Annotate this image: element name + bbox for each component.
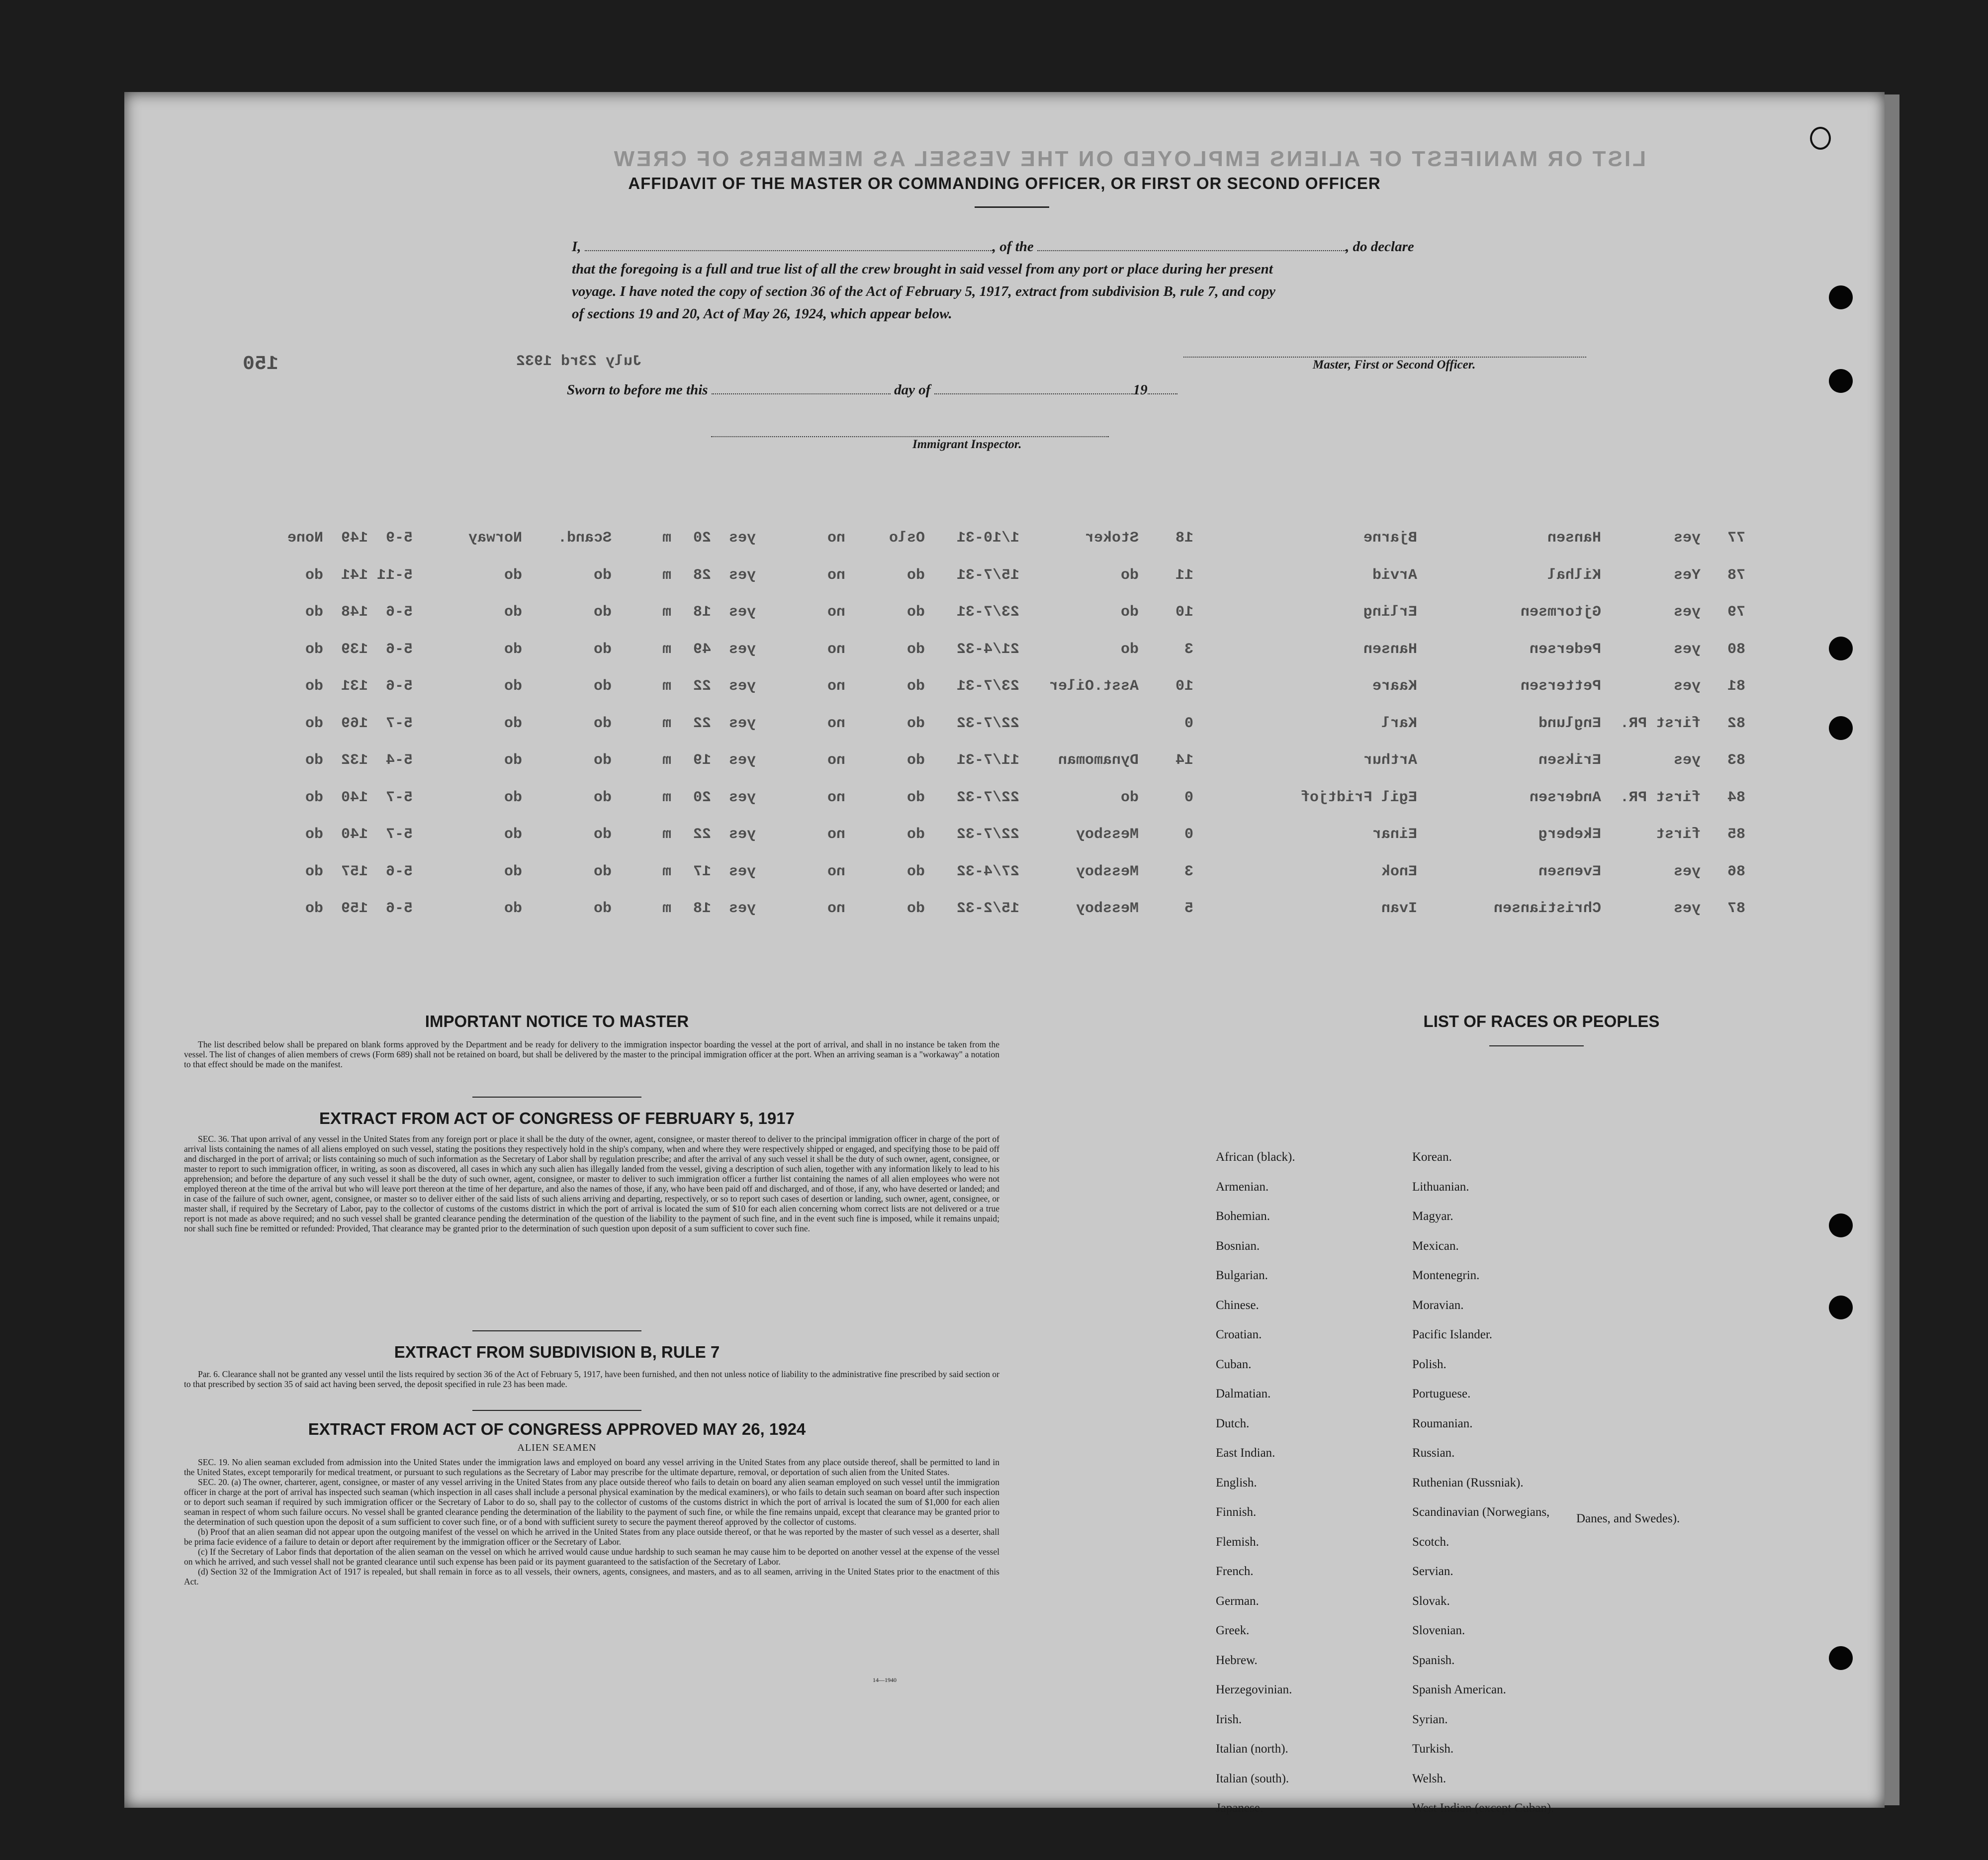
bleed-cell-race: do <box>593 566 612 584</box>
bleed-cell-date: 23/7-31 <box>956 604 1019 621</box>
rule7-paragraph: Par. 6. Clearance shall not be granted any vessel until the lists required by section 36 of the Act of February 5, 1917, have been furnished, and then not unless notice of liability to the administrative fine prescribed by said section or to that prescribed by section 35 of said act having been served, the deposit specified in rule 23 has been made. <box>184 1369 999 1389</box>
bleed-cell-race: Scand. <box>557 530 612 547</box>
bleed-cell-years: 10 <box>1175 604 1193 621</box>
inspector-signature-blank[interactable] <box>711 435 1109 437</box>
bleed-cell-age: 17 <box>693 863 711 880</box>
bleed-cell-sex: m <box>662 530 671 547</box>
bleed-cell-a: first <box>1655 826 1701 843</box>
sworn-label: Sworn to before me this <box>567 382 708 398</box>
race-scandinavian-cont: Danes, and Swedes). <box>1576 1512 1680 1525</box>
bleed-cell-marks: do <box>305 678 323 695</box>
bleed-cell-nat: do <box>504 826 522 843</box>
bleed-cell-num: 82 <box>1727 715 1745 732</box>
bleed-cell-sex: m <box>662 752 671 769</box>
bleed-cell-age: 20 <box>693 789 711 806</box>
bleed-cell-age: 20 <box>693 530 711 547</box>
bleed-cell-c: yes <box>728 678 756 695</box>
bleed-cell-nat: do <box>504 566 522 584</box>
sworn-year-blank[interactable] <box>1148 383 1177 394</box>
bleed-cell-pos: do <box>1120 789 1139 806</box>
bleed-cell-c: yes <box>728 863 756 880</box>
bleed-cell-date: 1/10-31 <box>956 530 1019 547</box>
bleed-cell-h: 5-6 <box>385 678 413 695</box>
bleed-cell-num: 80 <box>1727 641 1745 658</box>
bleed-cell-marks: None <box>287 530 323 547</box>
bleed-cell-w: 159 <box>341 900 368 917</box>
bleed-cell-h: 5-11 <box>376 566 413 584</box>
bleed-cell-pos: Messboy <box>1076 900 1139 917</box>
binding-hole <box>1829 369 1853 393</box>
bleed-cell-b: no <box>827 530 845 547</box>
bleed-cell-date: 15/7-31 <box>956 566 1019 584</box>
race-item: Montenegrin. <box>1412 1269 1480 1282</box>
bleed-cell-port: do <box>906 863 925 880</box>
binding-hole <box>1829 1213 1853 1237</box>
bleed-cell-surname: Pettersen <box>1520 678 1601 695</box>
race-item: Hebrew. <box>1216 1653 1258 1667</box>
race-item: Portuguese. <box>1412 1387 1471 1400</box>
race-item: French. <box>1216 1565 1254 1578</box>
bleed-cell-a: yes <box>1673 641 1701 658</box>
bleed-cell-num: 79 <box>1727 604 1745 621</box>
binding-hole <box>1829 637 1853 660</box>
affidavit-line-4: of sections 19 and 20, Act of May 26, 1924, which appear below. <box>572 306 952 322</box>
rule7-text <box>184 1369 999 1389</box>
bleed-cell-surname: Englund <box>1538 715 1601 732</box>
bleed-cell-b: no <box>827 900 845 917</box>
race-item: Syrian. <box>1412 1712 1448 1726</box>
bleed-cell-sex: m <box>662 900 671 917</box>
race-item: Slovenian. <box>1412 1624 1465 1637</box>
bleed-cell-w: 157 <box>341 863 368 880</box>
bleed-cell-b: no <box>827 752 845 769</box>
divider <box>472 1330 641 1331</box>
form-number: 14—1940 <box>873 1676 897 1683</box>
bleed-cell-age: 18 <box>693 604 711 621</box>
race-item: Scandinavian (Norwegians, <box>1412 1505 1550 1519</box>
bleed-cell-port: do <box>906 752 925 769</box>
bleed-cell-a: yes <box>1673 752 1701 769</box>
bleed-cell-nat: do <box>504 863 522 880</box>
race-item: Spanish. <box>1412 1653 1455 1667</box>
bleed-cell-port: do <box>906 678 925 695</box>
race-item: Russian. <box>1412 1446 1455 1460</box>
bleed-cell-given: Karl <box>1381 715 1417 732</box>
race-item: Mexican. <box>1412 1239 1459 1253</box>
bleed-cell-c: yes <box>728 530 756 547</box>
bleed-cell-w: 132 <box>341 752 368 769</box>
notice-title: IMPORTANT NOTICE TO MASTER <box>425 1012 689 1030</box>
act1917-paragraph: SEC. 36. That upon arrival of any vessel in the United States from any foreign port or place it shall be the duty of the owner, agent, consignee, or master thereof to deliver to the principal immigration officer in charge of the port of arrival lists containing the names of all aliens employed on such vessel, stating the positions they respectively hold in the ship's company, when and where they were respectively shipped or engaged, and specifying those to be paid off and discharged in the port of arrival; or lists containing so much of such information as the Secretary of Labor shall by regulation prescribe; and after the arrival of any such vessel it shall be the duty of such owner, agent, consignee, or master to report to such immigration officer, in writing, as soon as discovered, all cases in which any such alien has illegally landed from the vessel, giving a description of such alien, together with any information likely to lead to his apprehension; and before the departure of any such vessel it shall be the duty of such owner, agent, consignee, or master to deliver to such immigration officer a further list containing the names of all alien employees who were not employed thereon at the time of the arrival but who will leave port thereon at the time of her departure, and also the names of those, if any, who have been paid off and discharged, and of those, if any, who have deserted or landed; and in case of the failure of such owner, agent, consignee, or master so to deliver either of the said lists of such aliens arriving and departing, respectively, or so to report such cases of desertion or landing, such owner, agent, consignee, or master shall, if required by the Secretary of Labor, pay to the collector of customs of the customs district in which the port of arrival is located the sum of $10 for each alien concerning whom correct lists are not delivered or a true report is not made as above required; and no such vessel shall be granted clearance pending the determination of the question of the liability to the payment of such fine, and in the event such fine is imposed, while it remains unpaid; nor shall such fine be remitted or refunded: Provided, That clearance may be granted prior to the determination of such question upon deposit of a sum sufficient to cover such fine. <box>184 1134 999 1233</box>
race-item: Cuban. <box>1216 1357 1252 1371</box>
bleed-margin-number: 150 <box>242 353 278 375</box>
bleed-cell-pos: do <box>1120 604 1139 621</box>
bleed-cell-pos: Stoker <box>1084 530 1139 547</box>
bleed-cell-race: do <box>593 826 612 843</box>
bleed-cell-a: first PR. <box>1620 789 1701 806</box>
race-item: Servian. <box>1412 1565 1453 1578</box>
bleed-cell-h: 5-7 <box>385 789 413 806</box>
bleed-cell-port: do <box>906 715 925 732</box>
sworn-line <box>567 382 1177 398</box>
bleed-cell-years: 3 <box>1184 863 1193 880</box>
bleed-cell-sex: m <box>662 826 671 843</box>
race-item: Herzegovinian. <box>1216 1683 1292 1696</box>
bleed-cell-nat: do <box>504 715 522 732</box>
corner-ring <box>1810 127 1831 150</box>
bleed-cell-b: no <box>827 826 845 843</box>
act1924-text <box>184 1457 999 1586</box>
bleed-cell-given: Arvid <box>1372 566 1417 584</box>
race-item: Irish. <box>1216 1712 1242 1726</box>
bleed-cell-marks: do <box>305 826 323 843</box>
bleed-cell-pos: Messboy <box>1076 863 1139 880</box>
sec20a-paragraph: SEC. 20. (a) The owner, charterer, agent, consignee, or master of any vessel arriving in the United States from any place outside thereof who fails to detain on board any alien seaman employed on such vessel until the immigration officer in charge at the port of arrival has inspected such seaman (which inspection in all cases shall include a personal physical examination by the medical examiners), or who fails to detain such seaman on board after such inspection or to deport such seaman if required by such immigration officer or the Secretary of Labor to do so, shall pay to the collector of customs of the customs district in which the port of arrival is located the sum of $1,000 for each alien seaman in respect of whom such failure occurs. No vessel shall be granted clearance pending the determination of the liability to the payment of such fine, or while the fine remains unpaid, except that clearance may be granted prior to the determination of such question upon the deposit of a sum sufficient to cover such fine, or of a bond with sufficient surety to secure the payment thereof approved by the collector of customs. <box>184 1477 999 1527</box>
bleed-cell-race: do <box>593 604 612 621</box>
act1924-subtitle: ALIEN SEAMEN <box>517 1442 597 1453</box>
race-item: Scotch. <box>1412 1535 1449 1549</box>
bleed-cell-given: Enok <box>1381 863 1417 880</box>
bleed-cell-nat: Norway <box>468 530 522 547</box>
bleed-cell-pos: Dynamoman <box>1058 752 1139 769</box>
race-item: Slovak. <box>1412 1594 1450 1608</box>
race-item: Bosnian. <box>1216 1239 1260 1253</box>
bleed-cell-marks: do <box>305 715 323 732</box>
bleed-cell-surname: Andersen <box>1529 789 1601 806</box>
bleed-cell-num: 81 <box>1727 678 1745 695</box>
race-item: Finnish. <box>1216 1505 1257 1519</box>
bleed-cell-age: 49 <box>693 641 711 658</box>
bleed-cell-num: 86 <box>1727 863 1745 880</box>
affidavit-declare: , do declare <box>1346 239 1414 255</box>
bleed-cell-surname: Kilhal <box>1547 566 1601 584</box>
bleed-cell-nat: do <box>504 900 522 917</box>
bleed-cell-race: do <box>593 641 612 658</box>
bleed-cell-w: 148 <box>341 604 368 621</box>
race-item: Lithuanian. <box>1412 1180 1469 1194</box>
bleed-cell-age: 22 <box>693 715 711 732</box>
race-item: German. <box>1216 1594 1259 1608</box>
sworn-month-blank[interactable] <box>934 383 1133 394</box>
divider <box>472 1097 641 1098</box>
bleed-cell-given: Bjarne <box>1363 530 1417 547</box>
bleed-cell-a: first PR. <box>1620 715 1701 732</box>
bleed-cell-h: 5-7 <box>385 826 413 843</box>
bleed-cell-h: 5-6 <box>385 863 413 880</box>
race-item: Flemish. <box>1216 1535 1259 1549</box>
bleed-cell-c: yes <box>728 752 756 769</box>
binding-hole <box>1829 285 1853 309</box>
bleed-cell-c: yes <box>728 566 756 584</box>
bleed-cell-marks: do <box>305 566 323 584</box>
bleed-cell-c: yes <box>728 789 756 806</box>
race-item: Bulgarian. <box>1216 1269 1268 1282</box>
race-item: Roumanian. <box>1412 1416 1473 1430</box>
bleed-cell-port: Oslo <box>889 530 925 547</box>
title-rule <box>975 206 1049 208</box>
bleed-cell-date: 23/7-31 <box>956 678 1019 695</box>
bleed-cell-num: 87 <box>1727 900 1745 917</box>
bleed-cell-race: do <box>593 715 612 732</box>
binding-hole <box>1829 1296 1853 1319</box>
bleed-date-fragment: July 23rd 1932 <box>516 353 641 370</box>
act1924-title: EXTRACT FROM ACT OF CONGRESS APPROVED MAY 26, 1924 <box>308 1420 806 1438</box>
bleed-cell-surname: Ekeberg <box>1538 826 1601 843</box>
bleed-cell-date: 11/7-31 <box>956 752 1019 769</box>
race-item: Dutch. <box>1216 1416 1250 1430</box>
bleed-cell-num: 83 <box>1727 752 1745 769</box>
bleed-cell-a: yes <box>1673 900 1701 917</box>
bleed-cell-years: 0 <box>1184 789 1193 806</box>
race-item: Ruthenian (Russniak). <box>1412 1476 1524 1489</box>
bleed-cell-sex: m <box>662 604 671 621</box>
sec20d-paragraph: (d) Section 32 of the Immigration Act of 1917 is repealed, but shall remain in force as to all vessels, their owners, agents, consignees, and masters, and as to all seamen, arriving in the United States prior to the enactment of this Act. <box>184 1567 999 1586</box>
bleed-cell-sex: m <box>662 678 671 695</box>
bleed-cell-pos: do <box>1120 566 1139 584</box>
bleed-cell-a: yes <box>1673 863 1701 880</box>
bleed-cell-given: Arthur <box>1363 752 1417 769</box>
bleed-cell-port: do <box>906 789 925 806</box>
bleed-cell-date: 15/2-32 <box>956 900 1019 917</box>
rule7-title: EXTRACT FROM SUBDIVISION B, RULE 7 <box>394 1343 720 1361</box>
bleed-cell-marks: do <box>305 863 323 880</box>
year-prefix: 19 <box>1133 382 1148 398</box>
bleed-cell-h: 5-6 <box>385 900 413 917</box>
race-item: Dalmatian. <box>1216 1387 1271 1400</box>
bleed-cell-h: 5-6 <box>385 604 413 621</box>
affidavit-line-2: that the foregoing is a full and true list of all the crew brought in said vessel from any port or place during her present <box>572 261 1273 277</box>
bleed-cell-a: yes <box>1673 530 1701 547</box>
race-item: Korean. <box>1412 1150 1452 1164</box>
bleed-cell-h: 5-6 <box>385 641 413 658</box>
bleed-cell-years: 11 <box>1175 566 1193 584</box>
bleed-cell-port: do <box>906 566 925 584</box>
bleed-cell-b: no <box>827 789 845 806</box>
bleed-cell-date: 22/7-32 <box>956 826 1019 843</box>
bleed-cell-sex: m <box>662 789 671 806</box>
race-item: English. <box>1216 1476 1257 1489</box>
sec20c-paragraph: (c) If the Secretary of Labor finds that deportation of the alien seaman on the vessel on which he arrived would cause undue hardship to such seaman he may cause him to be deported on another vessel at the expense of the vessel on which he arrived, and such vessel shall not be granted clearance until such expense has been paid or its payment guaranteed to the satisfaction of the Secretary of Labor. <box>184 1547 999 1567</box>
race-item: East Indian. <box>1216 1446 1275 1460</box>
bleed-cell-marks: do <box>305 900 323 917</box>
race-item: Magyar. <box>1412 1209 1453 1223</box>
bleed-cell-w: 140 <box>341 826 368 843</box>
affidavit-title: AFFIDAVIT OF THE MASTER OR COMMANDING OFFICER, OR FIRST OR SECOND OFFICER <box>628 174 1381 192</box>
bleed-cell-race: do <box>593 863 612 880</box>
bleed-cell-sex: m <box>662 641 671 658</box>
bleed-through-header: LIST OR MANIFEST OF ALIENS EMPLOYED ON THE VESSEL AS MEMBERS OF CREW <box>612 147 1646 171</box>
sworn-day-blank[interactable] <box>712 383 891 394</box>
bleed-cell-given: Erling <box>1363 604 1417 621</box>
bleed-cell-port: do <box>906 826 925 843</box>
bleed-cell-date: 21/4-32 <box>956 641 1019 658</box>
bleed-cell-years: 14 <box>1175 752 1193 769</box>
bleed-cell-a: yes <box>1673 604 1701 621</box>
day-of-label: day of <box>894 382 931 398</box>
race-item: Italian (north). <box>1216 1742 1288 1756</box>
bleed-cell-a: Yes <box>1673 566 1701 584</box>
bleed-cell-race: do <box>593 900 612 917</box>
affidavit-i: I, <box>572 239 581 255</box>
race-item: Croatian. <box>1216 1328 1262 1341</box>
bleed-cell-age: 18 <box>693 900 711 917</box>
bleed-cell-port: do <box>906 641 925 658</box>
bleed-cell-sex: m <box>662 863 671 880</box>
race-item: Greek. <box>1216 1624 1250 1637</box>
race-item: Japanese. <box>1216 1801 1264 1815</box>
bleed-cell-surname: Pedersen <box>1529 641 1601 658</box>
affidavit-of-the: , of the <box>992 239 1034 255</box>
bleed-cell-c: yes <box>728 715 756 732</box>
bleed-cell-surname: Evensen <box>1538 863 1601 880</box>
bleed-cell-num: 78 <box>1727 566 1745 584</box>
bleed-cell-age: 22 <box>693 826 711 843</box>
race-item: West Indian (except Cuban). <box>1412 1801 1554 1815</box>
bleed-cell-race: do <box>593 752 612 769</box>
bleed-cell-years: 0 <box>1184 826 1193 843</box>
bleed-cell-surname: Eriksen <box>1538 752 1601 769</box>
bleed-cell-marks: do <box>305 641 323 658</box>
binding-hole <box>1829 1646 1853 1670</box>
bleed-cell-h: 5-9 <box>385 530 413 547</box>
bleed-cell-nat: do <box>504 678 522 695</box>
bleed-cell-marks: do <box>305 604 323 621</box>
affidavit-line-3: voyage. I have noted the copy of section 36 of the Act of February 5, 1917, extract from subdivision B, rule 7, and copy <box>572 283 1275 299</box>
race-item: Bohemian. <box>1216 1209 1270 1223</box>
bleed-cell-w: 139 <box>341 641 368 658</box>
bleed-cell-c: yes <box>728 826 756 843</box>
sec19-paragraph: SEC. 19. No alien seaman excluded from admission into the United States under the immigration laws and employed on board any vessel arriving in the United States from any place outside thereof, shall be permitted to land in the United States, except temporarily for medical treatment, or pursuant to such regulations as the Secretary of Labor may prescribe for the ultimate departure, removal, or deportation of such alien from the United States. <box>184 1457 999 1477</box>
races-title-rule <box>1489 1045 1584 1046</box>
bleed-cell-surname: Hansen <box>1547 530 1601 547</box>
bleed-cell-sex: m <box>662 566 671 584</box>
bleed-cell-c: yes <box>728 641 756 658</box>
bleed-cell-given: Egil Fridtjof <box>1300 789 1417 806</box>
bleed-cell-b: no <box>827 678 845 695</box>
bleed-cell-w: 141 <box>341 566 368 584</box>
bleed-cell-w: 149 <box>341 530 368 547</box>
bleed-cell-marks: do <box>305 789 323 806</box>
race-item: Pacific Islander. <box>1412 1328 1493 1341</box>
bleed-cell-years: 5 <box>1184 900 1193 917</box>
page-edge <box>1885 94 1899 1805</box>
affidavit-line-1 <box>572 239 1414 255</box>
bleed-cell-num: 77 <box>1727 530 1745 547</box>
bleed-cell-given: Hansen <box>1363 641 1417 658</box>
race-item: Chinese. <box>1216 1298 1259 1312</box>
document-page <box>124 92 1885 1815</box>
notice-text <box>184 1039 999 1069</box>
vessel-blank[interactable] <box>1037 240 1346 251</box>
inspector-caption: Immigrant Inspector. <box>912 438 1022 451</box>
bleed-cell-years: 10 <box>1175 678 1193 695</box>
bleed-cell-b: no <box>827 715 845 732</box>
race-item: Armenian. <box>1216 1180 1269 1194</box>
name-blank[interactable] <box>585 240 993 251</box>
bleed-cell-w: 169 <box>341 715 368 732</box>
bleed-cell-h: 5-4 <box>385 752 413 769</box>
bleed-cell-w: 131 <box>341 678 368 695</box>
bleed-cell-nat: do <box>504 752 522 769</box>
race-item: African (black). <box>1216 1150 1295 1164</box>
bleed-cell-race: do <box>593 678 612 695</box>
race-item: Turkish. <box>1412 1742 1454 1756</box>
bleed-cell-num: 84 <box>1727 789 1745 806</box>
bleed-cell-b: no <box>827 566 845 584</box>
bleed-through-text <box>124 92 1885 917</box>
bleed-cell-b: no <box>827 604 845 621</box>
bleed-cell-given: Kaare <box>1372 678 1417 695</box>
bleed-cell-surname: Gjtormsen <box>1520 604 1601 621</box>
bleed-cell-marks: do <box>305 752 323 769</box>
master-caption: Master, First or Second Officer. <box>1313 358 1476 372</box>
bleed-cell-w: 140 <box>341 789 368 806</box>
bleed-cell-years: 0 <box>1184 715 1193 732</box>
bleed-cell-b: no <box>827 641 845 658</box>
sec20b-paragraph: (b) Proof that an alien seaman did not appear upon the outgoing manifest of the vessel on which he arrived in the United States from any place outside thereof, or that he was reported by the master of such vessel as a deserter, shall be prima facie evidence of a failure to detain or deport after requirement by the immigration officer or the Secretary of Labor. <box>184 1527 999 1547</box>
race-item: Italian (south). <box>1216 1771 1289 1785</box>
race-item: Welsh. <box>1412 1771 1446 1785</box>
bleed-cell-c: yes <box>728 604 756 621</box>
bleed-cell-a: yes <box>1673 678 1701 695</box>
bleed-cell-race: do <box>593 789 612 806</box>
bleed-cell-years: 18 <box>1175 530 1193 547</box>
bleed-cell-age: 28 <box>693 566 711 584</box>
bleed-cell-sex: m <box>662 715 671 732</box>
act1917-text <box>184 1134 999 1233</box>
bleed-cell-port: do <box>906 604 925 621</box>
bleed-cell-pos: Asst.Oiler <box>1049 678 1139 695</box>
race-item: Spanish American. <box>1412 1683 1506 1696</box>
bleed-cell-b: no <box>827 863 845 880</box>
bleed-cell-nat: do <box>504 641 522 658</box>
bleed-cell-date: 22/7-32 <box>956 789 1019 806</box>
act1917-title: EXTRACT FROM ACT OF CONGRESS OF FEBRUARY 5, 1917 <box>319 1109 795 1127</box>
race-item: Moravian. <box>1412 1298 1464 1312</box>
bleed-cell-surname: Christiansen <box>1493 900 1601 917</box>
race-item: Polish. <box>1412 1357 1446 1371</box>
notice-paragraph: The list described below shall be prepared on blank forms approved by the Department and be ready for delivery to the immigration inspector boarding the vessel at the port of arrival, and shall in no instance be taken from the vessel. The list of changes of alien members of crews (Form 689) shall not be retained on board, but shall be delivered by the master to the principal immigration officer at the port. When an arriving seaman is a "workaway" a notation to that effect should be made on the manifest. <box>184 1039 999 1069</box>
bleed-cell-given: Einar <box>1372 826 1417 843</box>
master-signature-blank[interactable] <box>1183 356 1586 358</box>
bleed-cell-date: 22/7-32 <box>956 715 1019 732</box>
bleed-cell-years: 3 <box>1184 641 1193 658</box>
bleed-cell-num: 85 <box>1727 826 1745 843</box>
bleed-cell-pos: do <box>1120 641 1139 658</box>
races-title: LIST OF RACES OR PEOPLES <box>1423 1012 1660 1030</box>
bleed-cell-nat: do <box>504 789 522 806</box>
bleed-cell-h: 5-7 <box>385 715 413 732</box>
bleed-cell-age: 22 <box>693 678 711 695</box>
bleed-cell-port: do <box>906 900 925 917</box>
divider <box>472 1410 641 1411</box>
bleed-cell-c: yes <box>728 900 756 917</box>
bleed-cell-given: Ivan <box>1381 900 1417 917</box>
binding-hole <box>1829 716 1853 740</box>
bleed-cell-date: 27/4-32 <box>956 863 1019 880</box>
bleed-cell-age: 19 <box>693 752 711 769</box>
bleed-cell-pos: Messboy <box>1076 826 1139 843</box>
bleed-cell-nat: do <box>504 604 522 621</box>
